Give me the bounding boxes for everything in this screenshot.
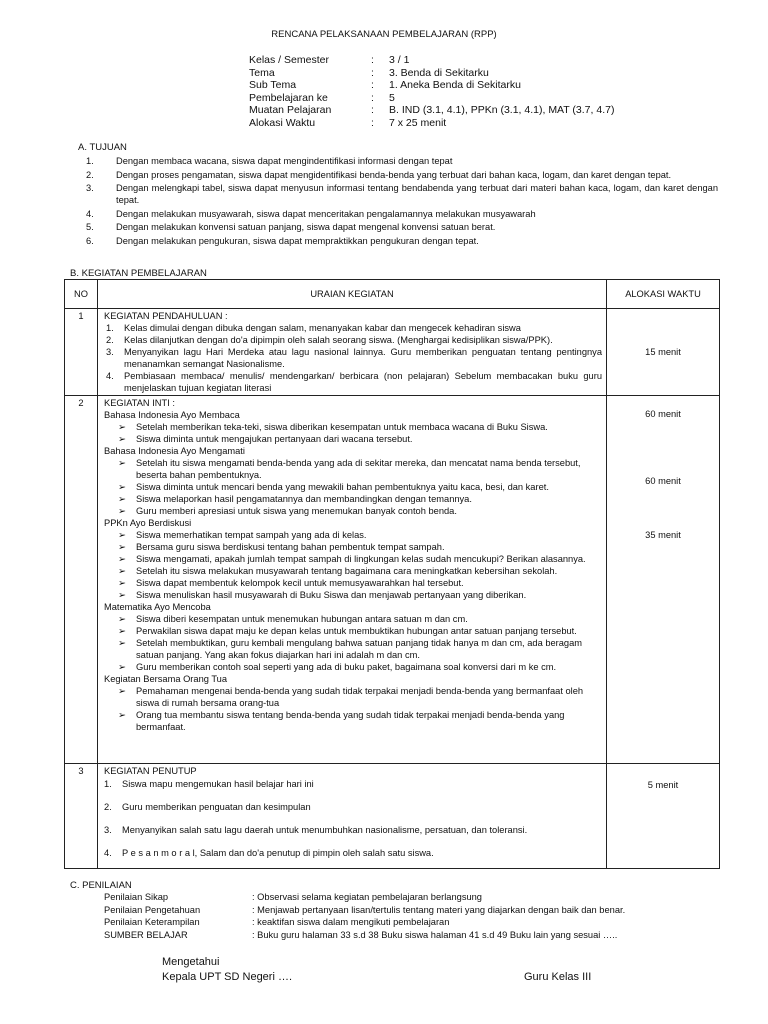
subheading-bahasa-indonesia-mengamati: Bahasa Indonesia Ayo Mengamati xyxy=(104,446,245,456)
goal-item xyxy=(86,235,718,247)
bullet-text: Siswa menuliskan hasil musyawarah di Buku Siswa dan menjawab pertanyaan yang diberikan. xyxy=(136,590,527,600)
meta-key: Kelas / Semester xyxy=(249,54,329,66)
bullet-text: Siswa diminta untuk mengajukan pertanyaan dari wacana tersebut. xyxy=(136,434,413,444)
meta-colon: : xyxy=(371,104,374,117)
list-text: Kelas dimulai dengan dibuka dengan salam, menanyakan kabar dan mengecek kehadiran siswa xyxy=(124,323,521,333)
bullet-text: Siswa dapat membentuk kelompok kecil untuk memusyawarahkan hal tersebut. xyxy=(136,578,464,588)
signature-guru: Guru Kelas III xyxy=(524,971,592,983)
row-time xyxy=(607,764,720,869)
list-item xyxy=(102,322,602,334)
arrow-bullet-icon: ➢ xyxy=(118,578,126,588)
bullet-item xyxy=(102,493,602,505)
bullet-item xyxy=(102,709,602,733)
list-item xyxy=(102,824,602,836)
subheading-matematika: Matematika Ayo Mencoba xyxy=(104,602,211,612)
arrow-bullet-icon: ➢ xyxy=(118,638,126,648)
arrow-bullet-icon: ➢ xyxy=(118,566,126,576)
arrow-bullet-icon: ➢ xyxy=(118,542,126,552)
bullet-item xyxy=(102,481,602,493)
arrow-bullet-icon: ➢ xyxy=(118,686,126,696)
section-a-heading: A. TUJUAN xyxy=(78,142,127,153)
goal-text: Dengan proses pengamatan, siswa dapat mengidentifikasi benda-benda yang terbuat dari bahan kaca, logam, dan karet dengan tepat. xyxy=(116,169,672,180)
list-text: Kelas dilanjutkan dengan do'a dipimpin oleh salah seorang siswa. (Menghargai kedisiplikan siswa/PPK). xyxy=(124,335,553,345)
bullet-item xyxy=(102,553,602,565)
goal-number: 4. xyxy=(86,208,94,219)
row-content xyxy=(98,764,607,869)
goal-item xyxy=(86,169,718,181)
assessment-list xyxy=(104,891,704,941)
header-no: NO xyxy=(65,280,98,309)
goal-number: 3. xyxy=(86,183,94,193)
bullet-text: Pemahaman mengenai benda-benda yang sudah tidak terpakai menjadi benda-benda yang bermanfaat oleh siswa di rumah bersama orang-tua xyxy=(136,686,584,708)
table-row-pendahuluan xyxy=(65,309,720,396)
arrow-bullet-icon: ➢ xyxy=(118,590,126,600)
subheading-ppkn: PPKn Ayo Berdiskusi xyxy=(104,518,192,528)
arrow-bullet-icon: ➢ xyxy=(118,434,126,444)
arrow-bullet-icon: ➢ xyxy=(118,662,126,672)
meta-key: Muatan Pelajaran xyxy=(249,104,332,117)
arrow-bullet-icon: ➢ xyxy=(118,710,126,720)
table-row-inti xyxy=(65,396,720,764)
time-value: 15 menit xyxy=(645,347,681,357)
list-text: Menyanyikan lagu Hari Merdeka atau lagu nasional lainnya. Guru memberikan penguatan tentang pentingnya menanamkan semangat Nasionalisme. xyxy=(124,347,602,369)
bullet-item xyxy=(102,613,602,625)
list-number: 3. xyxy=(104,825,112,835)
row-heading: KEGIATAN PENUTUP xyxy=(104,766,197,776)
list-item xyxy=(102,801,602,813)
signature-block xyxy=(162,955,292,985)
goals-list xyxy=(86,155,718,248)
assessment-value: : keaktifan siswa dalam mengikuti pembelajaran xyxy=(252,917,450,927)
time-value: 5 menit xyxy=(647,780,679,790)
bullet-text: Setelah membuktikan, guru kembali mengulang bahwa satuan panjang tidak hanya m dan cm, ada beragam satuan panjang. Yang akan fokus diajarkan hari ini adalah m dan cm. xyxy=(136,638,583,660)
meta-colon: : xyxy=(371,116,374,129)
goal-text: Dengan melakukan musyawarah, siswa dapat menceritakan pengalamannya melakukan musyawarah xyxy=(116,208,536,219)
signature-mengetahui: Mengetahui xyxy=(162,956,220,968)
bullet-text: Siswa diminta untuk mencari benda yang mewakili bahan pembentuknya yaitu kaca, besi, dan karet. xyxy=(136,482,549,492)
bullet-item xyxy=(102,529,602,541)
row-time xyxy=(607,396,720,764)
row-heading: KEGIATAN INTI : xyxy=(104,398,175,408)
bullet-item xyxy=(102,505,602,517)
table-row-penutup xyxy=(65,764,720,869)
goal-item xyxy=(86,155,718,167)
meta-value: B. IND (3.1, 4.1), PPKn (3.1, 4.1), MAT (3.7, 4.7) xyxy=(389,104,615,117)
meta-colon: : xyxy=(371,91,374,104)
goal-number: 2. xyxy=(86,169,94,180)
bullet-item xyxy=(102,661,602,673)
bullet-text: Siswa diberi kesempatan untuk menemukan hubungan antara satuan m dan cm. xyxy=(136,614,468,624)
meta-value: 3. Benda di Sekitarku xyxy=(389,66,489,79)
meta-row xyxy=(249,117,614,130)
arrow-bullet-icon: ➢ xyxy=(118,626,126,636)
time-value: 60 menit xyxy=(645,476,681,486)
bullet-item xyxy=(102,589,602,601)
goal-text: Dengan melakukan pengukuran, siswa dapat mempraktikkan pengukuran dengan tepat. xyxy=(116,235,479,246)
bullet-item xyxy=(102,421,602,433)
meta-row xyxy=(249,54,614,67)
assessment-row xyxy=(104,891,704,904)
time-value: 35 menit xyxy=(645,530,681,540)
arrow-bullet-icon: ➢ xyxy=(118,530,126,540)
goal-number: 1. xyxy=(86,156,94,166)
assessment-row xyxy=(104,929,704,942)
assessment-key: Penilaian Pengetahuan xyxy=(104,904,201,915)
assessment-value: : Observasi selama kegiatan pembelajaran berlangsung xyxy=(252,892,482,902)
meta-row xyxy=(249,67,614,80)
arrow-bullet-icon: ➢ xyxy=(118,506,126,516)
list-text: Siswa mapu mengemukan hasil belajar hari ini xyxy=(122,779,314,789)
goal-item xyxy=(86,182,718,206)
row-heading: KEGIATAN PENDAHULUAN : xyxy=(104,311,228,321)
meta-colon: : xyxy=(371,66,374,79)
header-uraian: URAIAN KEGIATAN xyxy=(98,280,607,309)
meta-key: Tema xyxy=(249,66,275,79)
bullet-item xyxy=(102,625,602,637)
list-number: 2. xyxy=(104,802,112,812)
time-value: 60 menit xyxy=(645,409,681,419)
list-number: 3. xyxy=(106,347,114,357)
arrow-bullet-icon: ➢ xyxy=(118,494,126,504)
meta-colon: : xyxy=(371,54,374,66)
signature-kepala: Kepala UPT SD Negeri …. xyxy=(162,971,293,983)
meta-key: Alokasi Waktu xyxy=(249,116,316,129)
assessment-row xyxy=(104,904,704,917)
arrow-bullet-icon: ➢ xyxy=(118,554,126,564)
list-item xyxy=(102,346,602,370)
bullet-text: Setelah memberikan teka-teki, siswa diberikan kesempatan untuk membaca wacana di Buku Siswa. xyxy=(136,422,548,432)
goal-text: Dengan membaca wacana, siswa dapat mengindentifikasi informasi dengan tepat xyxy=(116,156,453,166)
list-number: 1. xyxy=(106,323,114,333)
bullet-text: Orang tua membantu siswa tentang benda-benda yang sudah tidak terpakai menjadi benda-benda yang bermanfaat. xyxy=(136,710,565,732)
bullet-text: Bersama guru siswa berdiskusi tentang bahan pembentuk tempat sampah. xyxy=(136,542,445,552)
bullet-text: Siswa melaporkan hasil pengamatannya dan membandingkan dengan temannya. xyxy=(136,494,472,504)
goal-number: 6. xyxy=(86,235,94,246)
meta-value: 5 xyxy=(389,91,395,104)
row-number: 2 xyxy=(65,396,98,764)
list-item xyxy=(102,778,602,790)
meta-key: Sub Tema xyxy=(249,79,297,92)
section-b-heading: B. KEGIATAN PEMBELAJARAN xyxy=(70,268,207,279)
meta-value: 3 / 1 xyxy=(389,54,410,66)
bullet-item xyxy=(102,577,602,589)
goal-text: Dengan melengkapi tabel, siswa dapat menyusun informasi tentang bendabenda yang terbuat dari materi bahan kaca, logam, dan karet dengan tepat. xyxy=(116,183,718,205)
list-item xyxy=(102,847,602,859)
bullet-text: Setelah itu siswa melakukan musyawarah tentang bagaimana cara meningkatkan kebersihan sekolah. xyxy=(136,566,558,576)
arrow-bullet-icon: ➢ xyxy=(118,422,126,432)
bullet-text: Perwakilan siswa dapat maju ke depan kelas untuk membuktikan hubungan antar satuan panjang tersebut. xyxy=(136,626,577,636)
list-text: Pembiasaan membaca/ menulis/ mendengarkan/ berbicara (non pelajaran) Sebelum membacakan buku guru menjelaskan tujuan kegiatan literasi xyxy=(124,371,602,393)
assessment-row xyxy=(104,916,704,929)
subheading-bahasa-indonesia-membaca: Bahasa Indonesia Ayo Membaca xyxy=(104,410,240,420)
meta-colon: : xyxy=(371,79,374,92)
list-item xyxy=(102,370,602,394)
row-content xyxy=(98,396,607,764)
meta-row xyxy=(249,104,614,117)
section-c-heading: C. PENILAIAN xyxy=(70,880,132,891)
list-number: 4. xyxy=(106,371,114,381)
goal-item xyxy=(86,221,718,233)
header-alokasi: ALOKASI WAKTU xyxy=(607,280,720,309)
bullet-text: Siswa memerhatikan tempat sampah yang ada di kelas. xyxy=(136,530,367,540)
assessment-key: Penilaian Keterampilan xyxy=(104,917,200,927)
goal-text: Dengan melakukan konvensi satuan panjang, siswa dapat mengenal konvensi satuan berat. xyxy=(116,222,496,232)
list-text: Guru memberikan penguatan dan kesimpulan xyxy=(122,802,311,812)
meta-block xyxy=(249,54,614,130)
assessment-value: : Menjawab pertanyaan lisan/tertulis tentang materi yang diajarkan dengan baik dan benar. xyxy=(252,904,626,915)
document-title: RENCANA PELAKSANAAN PEMBELAJARAN (RPP) xyxy=(271,29,497,40)
bullet-text: Guru memberikan contoh soal seperti yang ada di buku paket, bagaimana soal konversi dari m ke cm. xyxy=(136,662,557,672)
row-number: 1 xyxy=(65,309,98,396)
goal-number: 5. xyxy=(86,222,94,232)
meta-row xyxy=(249,92,614,105)
bullet-item xyxy=(102,433,602,445)
row-number: 3 xyxy=(65,764,98,869)
list-item xyxy=(102,334,602,346)
assessment-key: Penilaian Sikap xyxy=(104,892,169,902)
bullet-text: Guru memberi apresiasi untuk siswa yang menemukan banyak contoh benda. xyxy=(136,506,457,516)
row-content xyxy=(98,309,607,396)
row-time xyxy=(607,309,720,396)
arrow-bullet-icon: ➢ xyxy=(118,482,126,492)
bullet-item xyxy=(102,565,602,577)
bullet-item xyxy=(102,541,602,553)
meta-value: 1. Aneka Benda di Sekitarku xyxy=(389,79,521,92)
list-number: 2. xyxy=(106,335,114,345)
subheading-orang-tua: Kegiatan Bersama Orang Tua xyxy=(104,674,227,684)
bullet-item xyxy=(102,637,602,661)
arrow-bullet-icon: ➢ xyxy=(118,614,126,624)
activity-table xyxy=(64,279,720,869)
meta-key: Pembelajaran ke xyxy=(249,91,328,104)
list-text: Menyanyikan salah satu lagu daerah untuk menumbuhkan nasionalisme, persatuan, dan toleransi. xyxy=(122,825,528,835)
list-text: P e s a n m o r a l, Salam dan do'a penutup di pimpin oleh salah satu siswa. xyxy=(122,848,434,858)
assessment-value: : Buku guru halaman 33 s.d 38 Buku siswa halaman 41 s.d 49 Buku lain yang sesuai ….. xyxy=(252,929,618,940)
goal-item xyxy=(86,208,718,220)
bullet-item xyxy=(102,457,602,481)
list-number: 1. xyxy=(104,779,112,789)
arrow-bullet-icon: ➢ xyxy=(118,458,126,468)
bullet-text: Setelah itu siswa mengamati benda-benda yang ada di sekitar mereka, dan mencatat nama benda tersebut, beserta bahan pembentuknya. xyxy=(136,458,581,480)
list-number: 4. xyxy=(104,848,112,858)
meta-row xyxy=(249,79,614,92)
bullet-item xyxy=(102,685,602,709)
meta-value: 7 x 25 menit xyxy=(389,116,447,129)
assessment-key: SUMBER BELAJAR xyxy=(104,929,188,940)
bullet-text: Siswa mengamati, apakah jumlah tempat sampah di lingkungan kelas sudah mencukupi? Berikan alasannya. xyxy=(136,554,586,564)
table-header-row xyxy=(65,280,720,309)
